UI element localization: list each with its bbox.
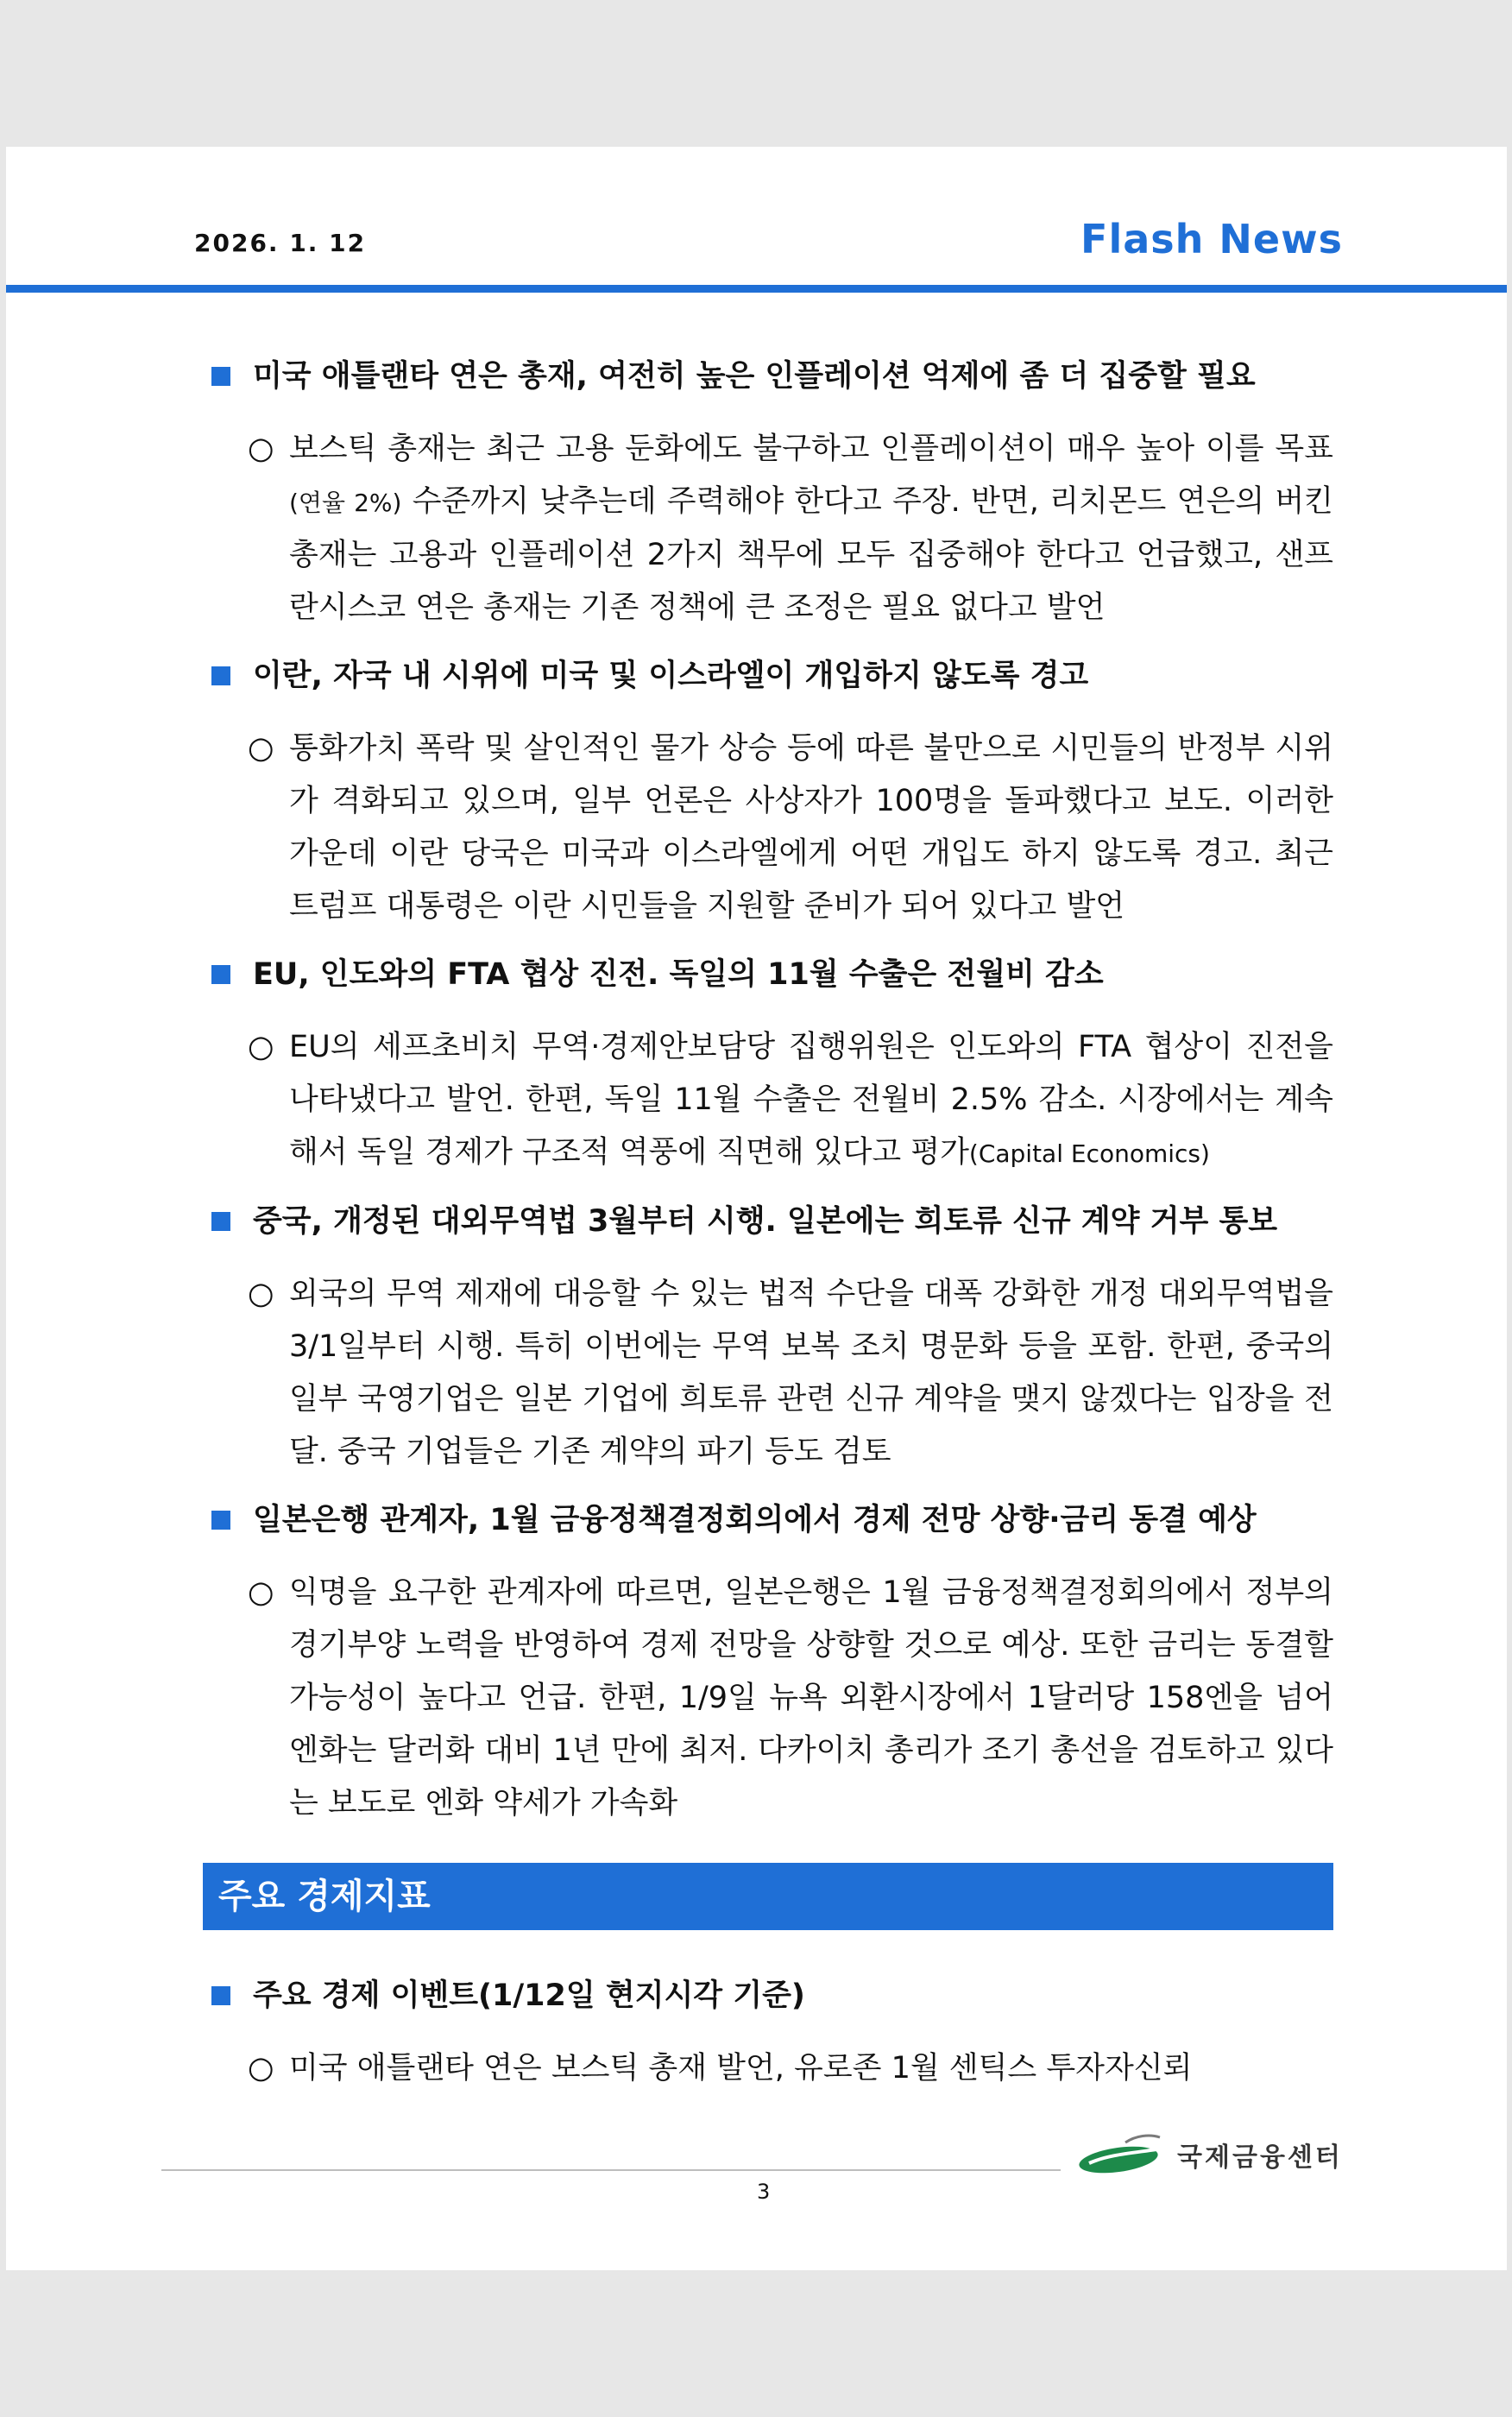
square-bullet-icon [211,1212,230,1231]
news-item-note: (연율 2%) [289,489,402,517]
news-item-body-text-cont: 수준까지 낮추는데 주력해야 한다고 주장. 반면, 리치몬드 연은의 버킨 총재는 고용과 인플레이션 2가지 책무에 모두 집중해야 한다고 언급했고, 샌프란시스코 연은 총재는 기존 정책에 큰 조정은 필요 없다고 발언 [289,484,1333,625]
circle-bullet-icon: ○ [248,1277,274,1311]
circle-bullet-icon: ○ [248,2051,274,2086]
circle-bullet-icon: ○ [248,1575,274,1610]
news-item-body [203,1567,1333,1830]
news-item-body-text: EU의 세프초비치 무역·경제안보담당 집행위원은 인도와의 FTA 협상이 진전을 나타냈다고 발언. 한편, 독일 11월 수출은 전월비 2.5% 감소. 시장에서는 계속해서 독일 경제가 구조적 역풍에 직면해 있다고 평가 [289,1030,1333,1170]
page-number: 3 [757,2180,771,2204]
event-body [203,2042,1333,2095]
square-bullet-icon [211,1511,230,1530]
kcif-logo-text: 국제금융센터 [1177,2142,1343,2173]
header-divider [6,285,1507,293]
kcif-logo [1074,2132,1343,2177]
event-body-text: 미국 애틀랜타 연은 보스틱 총재 발언, 유로존 1월 센틱스 투자자신뢰 [289,2051,1193,2086]
report-date: 2026. 1. 12 [194,229,367,257]
news-item-title [203,354,1333,399]
news-content [203,354,1333,2114]
news-item-body [203,423,1333,634]
news-item-title-text: 중국, 개정된 대외무역법 3월부터 시행. 일본에는 희토류 신규 계약 거부 통보 [253,1204,1278,1239]
news-item-title-text: 이란, 자국 내 시위에 미국 및 이스라엘이 개입하지 않도록 경고 [253,659,1089,693]
report-title: Flash News [1080,216,1343,262]
news-item-body-text: 익명을 요구한 관계자에 따르면, 일본은행은 1월 금융정책결정회의에서 정부의 경기부양 노력을 반영하여 경제 전망을 상향할 것으로 예상. 또한 금리는 동결할 가능성이 높다고 언급. 한편, 1/9일 뉴욕 외환시장에서 1달러당 158엔을 넘어 엔화는 달러화 대비 1년 만에 최저. 다카이치 총리가 조기 총선을 검토하고 있다는 보도로 엔화 약세가 가속화 [289,1575,1333,1821]
square-bullet-icon [211,367,230,386]
news-item-body-text: 통화가치 폭락 및 살인적인 물가 상승 등에 따른 불만으로 시민들의 반정부 시위가 격화되고 있으며, 일부 언론은 사상자가 100명을 돌파했다고 보도. 이러한 가운데 이란 당국은 미국과 이스라엘에게 어떤 개입도 하지 않도록 경고. 최근 트럼프 대통령은 이란 시민들을 지원할 준비가 되어 있다고 발언 [289,731,1333,924]
document-page [6,147,1507,2270]
news-item-title [203,952,1333,997]
section-header: 주요 경제지표 [203,1863,1333,1930]
square-bullet-icon [211,1986,230,2005]
news-item-title-text: 일본은행 관계자, 1월 금융정책결정회의에서 경제 전망 상향·금리 동결 예상 [253,1503,1257,1537]
circle-bullet-icon: ○ [248,731,274,766]
news-item-body-text: 외국의 무역 제재에 대응할 수 있는 법적 수단을 대폭 강화한 개정 대외무역법을 3/1일부터 시행. 특히 이번에는 무역 보복 조치 명문화 등을 포함. 한편, 중국의 일부 국영기업은 일본 기업에 희토류 관련 신규 계약을 맺지 않겠다는 입장을 전달. 중국 기업들은 기존 계약의 파기 등도 검토 [289,1277,1333,1469]
news-item-body-text: 보스틱 총재는 최근 고용 둔화에도 불구하고 인플레이션이 매우 높아 이를 목표 [289,432,1333,466]
news-item-title [203,1498,1333,1543]
news-item-body [203,723,1333,933]
footer-divider [161,2169,1061,2171]
event-title-text: 주요 경제 이벤트(1/12일 현지시각 기준) [253,1978,805,2013]
news-item-body [203,1021,1333,1180]
square-bullet-icon [211,965,230,984]
circle-bullet-icon: ○ [248,432,274,466]
news-item-title [203,1199,1333,1244]
event-title [203,1973,1333,2018]
news-item-title [203,653,1333,698]
news-item-note: (Capital Economics) [968,1139,1210,1168]
news-item-body [203,1268,1333,1479]
news-item-title-text: 미국 애틀랜타 연은 총재, 여전히 높은 인플레이션 억제에 좀 더 집중할 필요 [253,359,1256,394]
kcif-logo-icon [1074,2132,1169,2177]
circle-bullet-icon: ○ [248,1030,274,1064]
square-bullet-icon [211,666,230,685]
news-item-title-text: EU, 인도와의 FTA 협상 진전. 독일의 11월 수출은 전월비 감소 [253,957,1104,992]
